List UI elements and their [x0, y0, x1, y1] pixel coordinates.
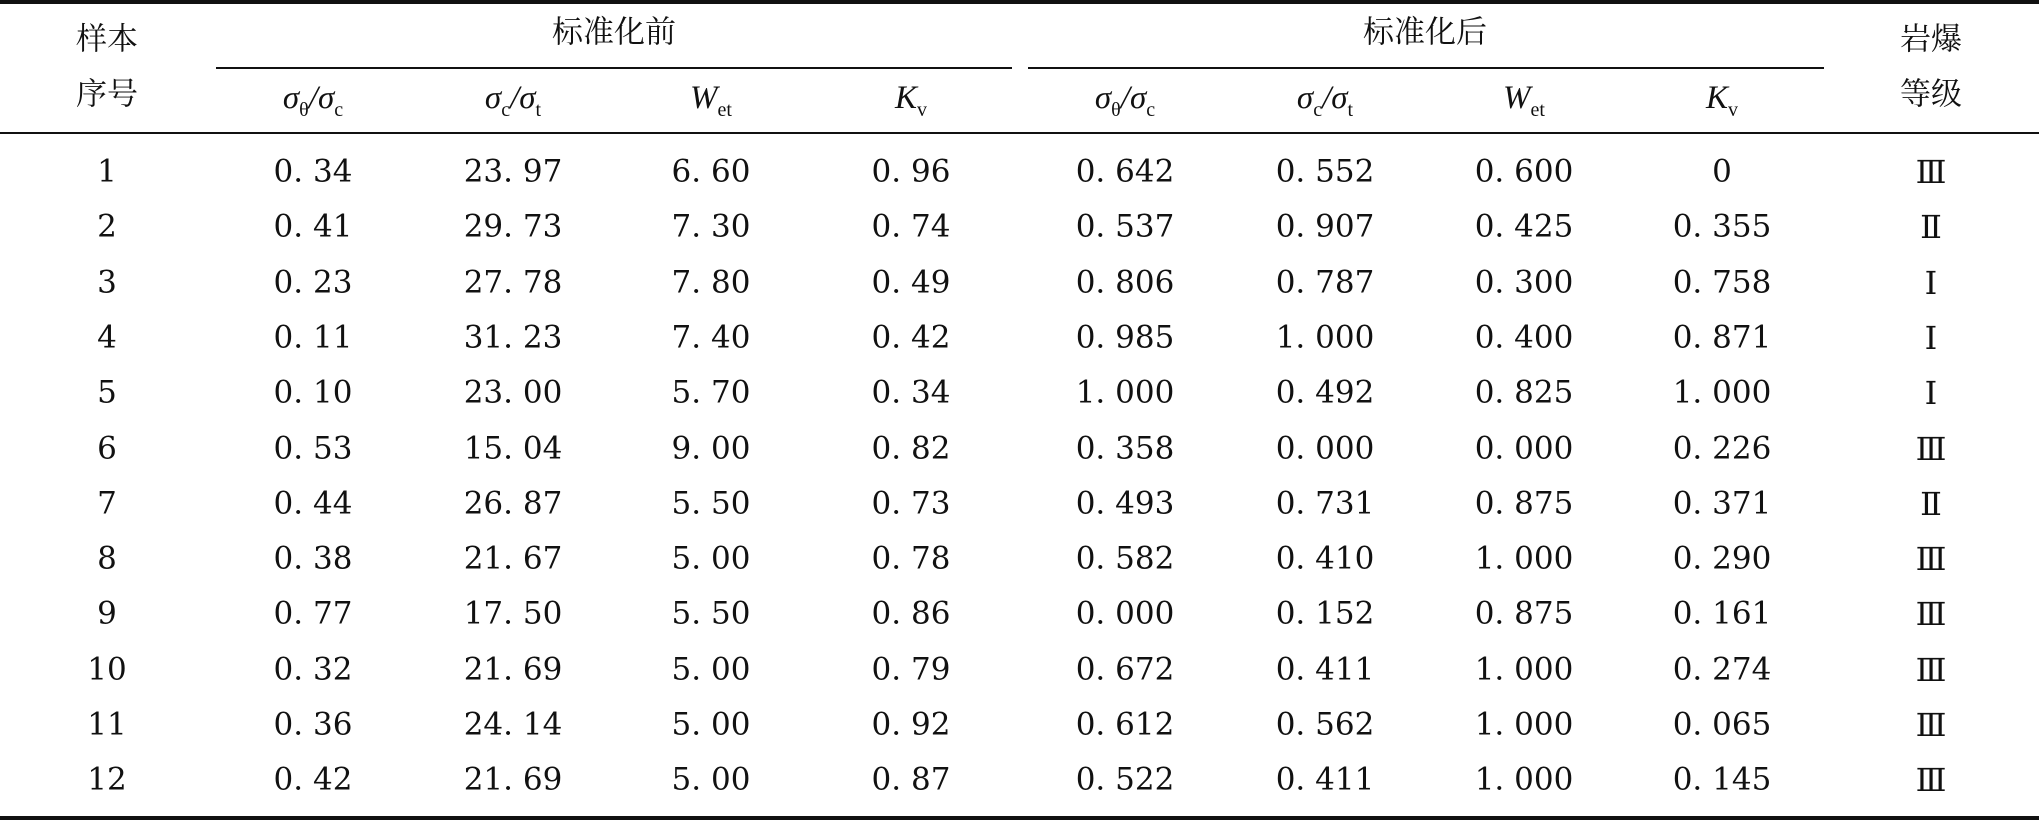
- cell-b4: 0. 42: [871, 319, 951, 356]
- cell-a2: 0. 000: [1275, 430, 1375, 466]
- cell-b1: 0. 41: [273, 208, 353, 245]
- cell-b3: 7. 30: [671, 208, 751, 245]
- cell-a3: 0. 000: [1474, 430, 1574, 466]
- cell-a2: 0. 410: [1275, 540, 1375, 577]
- cell-b1: 0. 32: [273, 651, 353, 688]
- cell-no: 2: [97, 208, 117, 245]
- cell-b2: 27. 78: [463, 264, 563, 301]
- cell-no: 9: [97, 595, 117, 632]
- cell-a4: 0. 758: [1672, 264, 1772, 301]
- cell-b2: 21. 67: [463, 540, 563, 577]
- cell-b2: 31. 23: [463, 319, 563, 356]
- cell-no: 10: [87, 651, 127, 688]
- cell-grade: Ⅲ: [1915, 651, 1947, 688]
- cell-b2: 26. 87: [463, 485, 563, 522]
- cell-no: 5: [97, 374, 117, 411]
- cell-no: 12: [87, 761, 127, 798]
- cell-a4: 0. 065: [1672, 706, 1772, 743]
- cell-a4: 0. 290: [1672, 540, 1772, 577]
- cell-b4: 0. 96: [871, 153, 951, 190]
- cell-grade: Ⅲ: [1915, 596, 1947, 633]
- cell-a3: 0. 425: [1474, 208, 1574, 245]
- table-header-rule: [0, 132, 2039, 134]
- subheader-brittleness-before: $\sigma_c/\sigma_t$: [484, 80, 542, 121]
- cell-a1: 0. 358: [1075, 430, 1175, 466]
- subheader-kv-after: $K_v$: [1705, 80, 1739, 121]
- cell-b1: 0. 44: [273, 485, 353, 522]
- cell-a2: 0. 492: [1275, 374, 1375, 411]
- cell-grade: Ⅲ: [1915, 430, 1947, 467]
- cell-b4: 0. 78: [871, 540, 951, 577]
- cell-a3: 0. 300: [1474, 264, 1574, 301]
- cell-b4: 0. 79: [871, 651, 951, 688]
- cell-b2: 29. 73: [463, 208, 563, 245]
- cell-b2: 24. 14: [463, 706, 563, 743]
- cell-no: 3: [97, 264, 117, 301]
- cell-b1: 0. 10: [273, 374, 353, 411]
- cell-no: 1: [97, 153, 117, 190]
- cell-b3: 5. 70: [671, 374, 751, 411]
- cell-b2: 21. 69: [463, 761, 563, 798]
- header-before-standardization: 标准化前: [552, 14, 676, 51]
- header-grade-line2: 等级: [1900, 76, 1962, 113]
- cell-b4: 0. 34: [871, 374, 951, 411]
- cell-grade: Ⅲ: [1915, 707, 1947, 743]
- cell-a2: 0. 907: [1275, 208, 1375, 245]
- cell-a2: 1. 000: [1275, 319, 1375, 356]
- cell-grade: Ⅲ: [1915, 762, 1947, 799]
- cell-b3: 5. 00: [671, 706, 751, 743]
- cell-a1: 0. 000: [1075, 595, 1175, 632]
- header-sample-no-line1: 样本: [76, 21, 138, 58]
- cell-a2: 0. 787: [1275, 264, 1375, 301]
- cell-a2: 0. 562: [1275, 706, 1375, 743]
- cell-a1: 1. 000: [1075, 374, 1175, 411]
- cell-a4: 0. 274: [1672, 651, 1772, 688]
- cell-b3: 5. 00: [671, 761, 751, 798]
- subheader-kv-before: $K_v$: [894, 80, 928, 121]
- cell-grade: Ⅲ: [1915, 541, 1947, 578]
- cell-no: 7: [97, 485, 117, 522]
- header-grade-line1: 岩爆: [1900, 21, 1962, 58]
- cell-b2: 23. 97: [463, 153, 563, 190]
- cell-a1: 0. 522: [1075, 761, 1175, 798]
- cell-b3: 6. 60: [671, 153, 751, 190]
- cell-grade: Ⅱ: [1920, 209, 1942, 246]
- cell-a2: 0. 152: [1275, 595, 1375, 632]
- cell-a1: 0. 582: [1075, 540, 1175, 577]
- cell-no: 4: [97, 319, 117, 356]
- cell-b3: 5. 00: [671, 540, 751, 577]
- cell-a4: 0. 145: [1672, 761, 1772, 798]
- subheader-wet-before: $W_{et}$: [690, 80, 732, 121]
- cell-a1: 0. 672: [1075, 651, 1175, 688]
- cell-b1: 0. 38: [273, 540, 353, 577]
- cell-a4: 0. 871: [1672, 319, 1772, 356]
- cell-a4: 0. 371: [1672, 485, 1772, 522]
- cell-a4: 0. 161: [1672, 595, 1772, 632]
- cell-a3: 0. 825: [1474, 374, 1574, 411]
- table-top-rule: [0, 0, 2039, 4]
- cell-b3: 5. 50: [671, 595, 751, 632]
- cell-a4: 0. 226: [1672, 430, 1772, 466]
- cell-b4: 0. 49: [871, 264, 951, 301]
- cell-a3: 0. 875: [1474, 485, 1574, 522]
- cell-no: 6: [97, 430, 117, 466]
- cell-a1: 0. 612: [1075, 706, 1175, 743]
- cell-a4: 0. 355: [1672, 208, 1772, 245]
- cell-a2: 0. 552: [1275, 153, 1375, 190]
- cell-a3: 0. 875: [1474, 595, 1574, 632]
- cell-b2: 21. 69: [463, 651, 563, 688]
- cell-a2: 0. 411: [1275, 761, 1375, 798]
- header-sample-no-line2: 序号: [76, 76, 138, 113]
- cell-a1: 0. 493: [1075, 485, 1175, 522]
- cell-a3: 1. 000: [1474, 706, 1574, 743]
- cell-b3: 7. 40: [671, 319, 751, 356]
- cell-b4: 0. 73: [871, 485, 951, 522]
- cell-b1: 0. 77: [273, 595, 353, 632]
- cell-b4: 0. 82: [871, 430, 951, 466]
- cell-a4: 0: [1712, 153, 1732, 190]
- cell-b1: 0. 11: [273, 319, 353, 356]
- table-bottom-rule: [0, 816, 2039, 820]
- cell-no: 8: [97, 540, 117, 577]
- cell-a2: 0. 731: [1275, 485, 1375, 522]
- cell-b3: 5. 00: [671, 651, 751, 688]
- cell-no: 11: [87, 706, 127, 743]
- cell-grade: Ⅰ: [1924, 319, 1938, 356]
- cell-b2: 17. 50: [463, 595, 563, 632]
- cell-a2: 0. 411: [1275, 651, 1375, 688]
- cell-b4: 0. 87: [871, 761, 951, 798]
- cell-b2: 23. 00: [463, 374, 563, 411]
- subheader-brittleness-after: $\sigma_c/\sigma_t$: [1296, 80, 1354, 121]
- cell-grade: Ⅰ: [1924, 375, 1938, 412]
- cell-b1: 0. 42: [273, 761, 353, 798]
- cell-b1: 0. 36: [273, 706, 353, 743]
- cell-b3: 9. 00: [671, 430, 751, 466]
- header-after-standardization: 标准化后: [1363, 14, 1487, 51]
- cell-b4: 0. 86: [871, 595, 951, 632]
- cell-a3: 0. 400: [1474, 319, 1574, 356]
- cell-a1: 0. 642: [1075, 153, 1175, 190]
- after-group-underline: [1028, 67, 1824, 69]
- cell-a4: 1. 000: [1672, 374, 1772, 411]
- cell-a3: 1. 000: [1474, 540, 1574, 577]
- cell-b1: 0. 23: [273, 264, 353, 301]
- subheader-wet-after: $W_{et}$: [1503, 80, 1545, 121]
- cell-grade: Ⅲ: [1915, 154, 1947, 190]
- cell-grade: Ⅰ: [1924, 264, 1938, 301]
- cell-a3: 1. 000: [1474, 651, 1574, 688]
- cell-a1: 0. 537: [1075, 208, 1175, 245]
- cell-a3: 0. 600: [1474, 153, 1574, 190]
- cell-a3: 1. 000: [1474, 761, 1574, 798]
- cell-b3: 7. 80: [671, 264, 751, 301]
- subheader-stress-ratio-before: $\sigma_\theta/\sigma_c$: [282, 80, 344, 121]
- before-group-underline: [216, 67, 1012, 69]
- cell-a1: 0. 985: [1075, 319, 1175, 356]
- cell-b4: 0. 74: [871, 208, 951, 245]
- cell-b1: 0. 53: [273, 430, 353, 466]
- cell-grade: Ⅱ: [1920, 485, 1942, 522]
- cell-b2: 15. 04: [463, 430, 563, 466]
- cell-a1: 0. 806: [1075, 264, 1175, 301]
- cell-b1: 0. 34: [273, 153, 353, 190]
- subheader-stress-ratio-after: $\sigma_\theta/\sigma_c$: [1094, 80, 1156, 121]
- cell-b3: 5. 50: [671, 485, 751, 522]
- cell-b4: 0. 92: [871, 706, 951, 743]
